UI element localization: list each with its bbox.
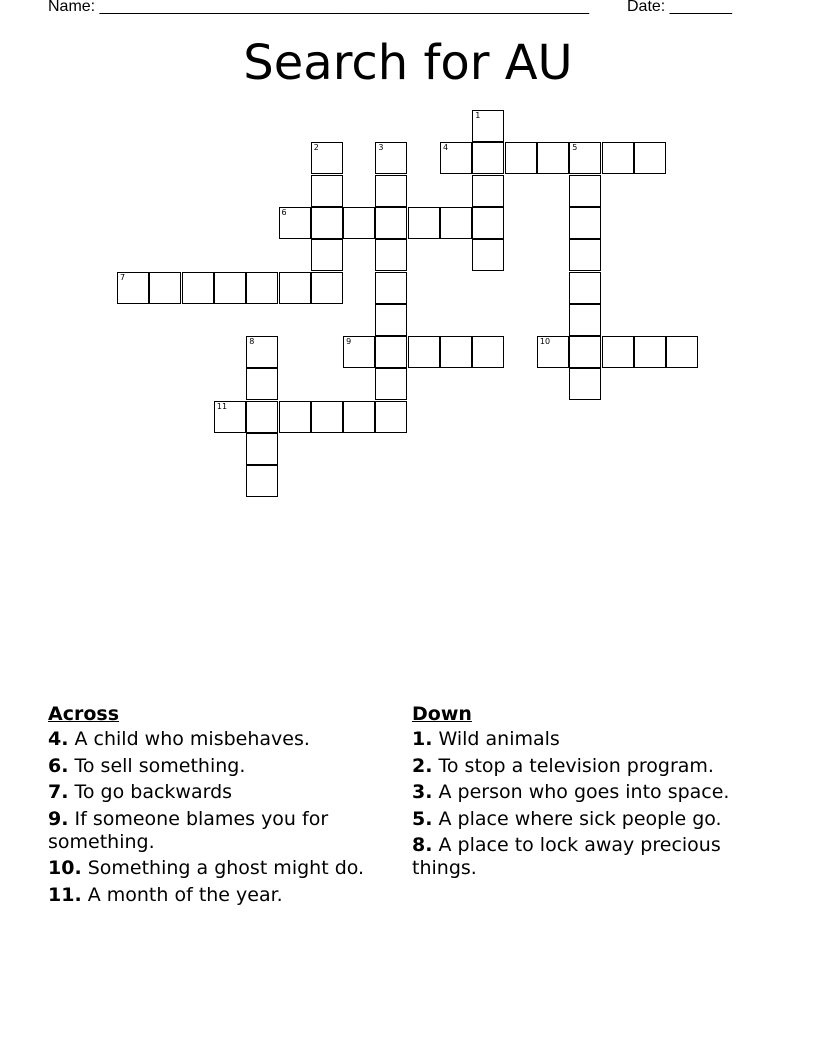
clue-across: [48, 781, 398, 804]
clue-number: 3.: [412, 781, 433, 803]
crossword-cell[interactable]: [343, 401, 375, 433]
crossword-cell[interactable]: [569, 239, 601, 271]
clue-text: A place to lock away precious things.: [412, 834, 721, 879]
down-heading: Down: [412, 703, 472, 725]
clue-down: [412, 728, 742, 751]
crossword-cell[interactable]: [246, 272, 278, 304]
clue-number: 6.: [48, 754, 69, 777]
crossword-cell[interactable]: [408, 336, 440, 368]
clue-text: To sell something.: [74, 754, 246, 777]
clue-text: A child who misbehaves.: [74, 728, 310, 750]
across-clues: [48, 702, 398, 910]
crossword-cell[interactable]: [375, 175, 407, 207]
crossword-cell[interactable]: [375, 304, 407, 336]
cell-number: 9: [346, 337, 352, 347]
clue-across: [48, 808, 398, 854]
crossword-cell[interactable]: [440, 142, 472, 174]
crossword-cell[interactable]: [569, 207, 601, 239]
date-field-label: Date: _______: [627, 0, 732, 15]
clue-number: 5.: [412, 807, 433, 830]
crossword-cell[interactable]: [375, 142, 407, 174]
clue-text: If someone blames you for something.: [48, 807, 329, 853]
crossword-cell[interactable]: [569, 368, 601, 400]
crossword-cell[interactable]: [569, 336, 601, 368]
crossword-cell[interactable]: [472, 336, 504, 368]
crossword-cell[interactable]: [375, 207, 407, 239]
crossword-cell[interactable]: [311, 272, 343, 304]
crossword-cell[interactable]: [505, 142, 537, 174]
clue-text: To stop a television program.: [438, 754, 714, 777]
cell-number: 2: [313, 143, 319, 153]
crossword-cell[interactable]: [602, 142, 634, 174]
cell-number: 7: [120, 272, 126, 282]
crossword-cell[interactable]: [375, 272, 407, 304]
clue-number: 10.: [48, 857, 82, 879]
cell-number: 11: [216, 401, 228, 411]
clue-text: A month of the year.: [87, 883, 283, 906]
crossword-cell[interactable]: [311, 142, 343, 174]
clue-down: [412, 834, 742, 880]
clue-down: [412, 781, 742, 804]
across-heading: Across: [48, 703, 120, 725]
clue-across: [48, 857, 398, 880]
crossword-cell[interactable]: [343, 207, 375, 239]
crossword-cell[interactable]: [149, 272, 181, 304]
crossword-cell[interactable]: [279, 272, 311, 304]
crossword-cell[interactable]: [537, 142, 569, 174]
name-field-label: Name: _______________________________________________________: [48, 0, 589, 15]
clue-text: Something a ghost might do.: [87, 857, 365, 879]
cell-number: 1: [475, 111, 481, 120]
cell-number: 10: [539, 337, 551, 347]
clue-number: 1.: [412, 728, 433, 750]
clue-number: 7.: [48, 781, 69, 803]
crossword-cell[interactable]: [569, 304, 601, 336]
crossword-cell[interactable]: [569, 175, 601, 207]
crossword-cell[interactable]: [343, 336, 375, 368]
crossword-cell[interactable]: [634, 336, 666, 368]
clue-down: [412, 808, 742, 831]
clue-text: A person who goes into space.: [438, 781, 730, 803]
cell-number: 5: [572, 143, 578, 153]
crossword-grid: [0, 0, 816, 520]
crossword-cell[interactable]: [472, 175, 504, 207]
crossword-cell[interactable]: [375, 239, 407, 271]
crossword-cell[interactable]: [311, 175, 343, 207]
crossword-cell[interactable]: [634, 142, 666, 174]
clue-across: [48, 884, 398, 907]
crossword-cell[interactable]: [472, 207, 504, 239]
crossword-cell[interactable]: [214, 401, 246, 433]
crossword-cell[interactable]: [279, 207, 311, 239]
crossword-cell[interactable]: [214, 272, 246, 304]
crossword-cell[interactable]: [246, 433, 278, 465]
cell-number: 3: [378, 143, 384, 153]
crossword-cell[interactable]: [246, 336, 278, 368]
crossword-cell[interactable]: [537, 336, 569, 368]
clue-number: 9.: [48, 807, 69, 830]
crossword-cell[interactable]: [408, 207, 440, 239]
crossword-cell[interactable]: [666, 336, 698, 368]
clue-number: 4.: [48, 728, 69, 750]
clue-number: 8.: [412, 834, 433, 856]
crossword-cell[interactable]: [375, 336, 407, 368]
crossword-cell[interactable]: [440, 336, 472, 368]
clue-across: [48, 755, 398, 778]
crossword-cell[interactable]: [472, 110, 504, 142]
puzzle-title: Search for AU: [243, 35, 573, 91]
clue-text: To go backwards: [74, 781, 233, 803]
cell-number: 8: [249, 337, 255, 347]
crossword-cell[interactable]: [472, 142, 504, 174]
clue-across: [48, 728, 398, 751]
crossword-cell[interactable]: [246, 401, 278, 433]
clue-down: [412, 755, 742, 778]
crossword-cell[interactable]: [182, 272, 214, 304]
crossword-cell[interactable]: [375, 368, 407, 400]
cell-number: 6: [281, 207, 287, 217]
crossword-cell[interactable]: [375, 401, 407, 433]
crossword-cell[interactable]: [311, 207, 343, 239]
crossword-cell[interactable]: [279, 401, 311, 433]
crossword-cell[interactable]: [246, 465, 278, 497]
crossword-cell[interactable]: [311, 401, 343, 433]
down-clues: [412, 702, 742, 884]
crossword-cell[interactable]: [569, 142, 601, 174]
clue-text: A place where sick people go.: [438, 807, 722, 830]
crossword-cell[interactable]: [440, 207, 472, 239]
crossword-cell[interactable]: [472, 239, 504, 271]
crossword-cell[interactable]: [117, 272, 149, 304]
clue-number: 2.: [412, 754, 433, 777]
crossword-cell[interactable]: [602, 336, 634, 368]
clue-text: Wild animals: [438, 728, 560, 750]
crossword-cell[interactable]: [569, 272, 601, 304]
crossword-cell[interactable]: [246, 368, 278, 400]
crossword-cell[interactable]: [311, 239, 343, 271]
clue-number: 11.: [48, 883, 82, 906]
cell-number: 4: [443, 143, 449, 153]
